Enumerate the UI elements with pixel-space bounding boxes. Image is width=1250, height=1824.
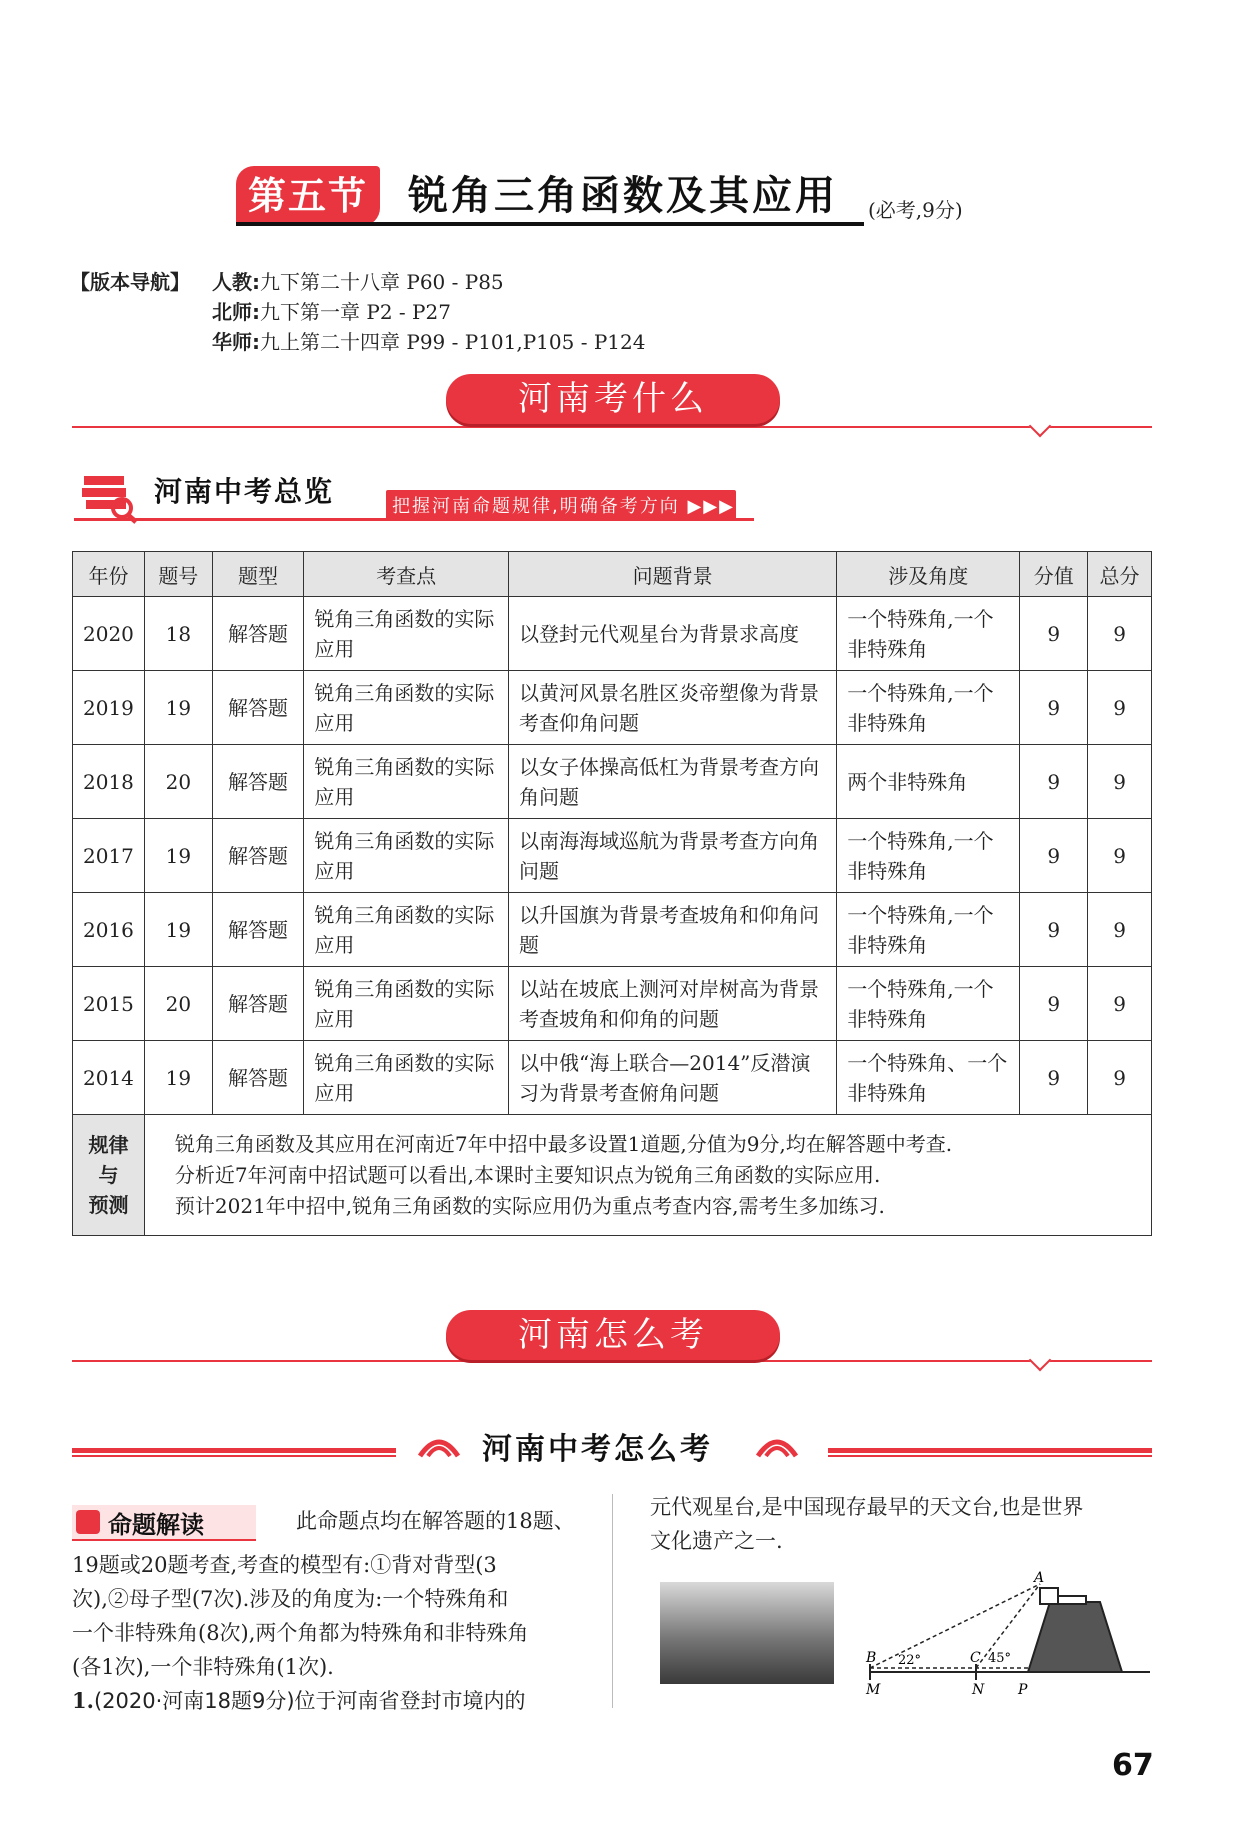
table-row — [73, 671, 1152, 745]
section-badge: 第五节 — [236, 166, 380, 226]
table-row — [73, 745, 1152, 819]
cell-point: 锐角三角函数的实际应用 — [304, 893, 509, 967]
banner-divider — [72, 426, 1152, 428]
cell-score: 9 — [1020, 967, 1088, 1041]
cell-background: 以登封元代观星台为背景求高度 — [509, 597, 837, 671]
cell-type: 解答题 — [212, 1041, 304, 1115]
cell-type: 解答题 — [212, 597, 304, 671]
cell-point: 锐角三角函数的实际应用 — [304, 671, 509, 745]
label-C: C — [970, 1650, 981, 1666]
label-N: N — [972, 1682, 985, 1698]
summary-text — [144, 1115, 1151, 1236]
cell-num: 20 — [144, 967, 212, 1041]
header-score: 分值 — [1020, 552, 1088, 597]
cell-type: 解答题 — [212, 819, 304, 893]
angle-45: 45° — [988, 1651, 1012, 1666]
cell-angle: 一个特殊角,一个非特殊角 — [837, 671, 1020, 745]
cell-score: 9 — [1020, 893, 1088, 967]
interpretation-line: 19题或20题考查,考查的模型有:①背对背型(3 — [72, 1553, 497, 1577]
cell-angle: 两个非特殊角 — [837, 745, 1020, 819]
question-number: 1. — [72, 1688, 94, 1713]
cell-num: 19 — [144, 1041, 212, 1115]
summary-row — [73, 1115, 1152, 1236]
cell-num: 18 — [144, 597, 212, 671]
cell-background: 以南海海域巡航为背景考查方向角问题 — [509, 819, 837, 893]
cell-type: 解答题 — [212, 745, 304, 819]
table-row — [73, 819, 1152, 893]
cell-background: 以中俄“海上联合—2014”反潜演习为背景考查俯角问题 — [509, 1041, 837, 1115]
table-row — [73, 967, 1152, 1041]
table-row — [73, 893, 1152, 967]
cell-score: 9 — [1020, 1041, 1088, 1115]
exam-overview-table — [72, 551, 1152, 1236]
table-row — [73, 1041, 1152, 1115]
cell-total: 9 — [1088, 671, 1152, 745]
banner-tick — [1029, 1349, 1052, 1372]
column-divider — [612, 1494, 613, 1708]
overview-underline — [74, 518, 754, 521]
geometry-diagram — [864, 1568, 1154, 1700]
cell-angle: 一个特殊角,一个非特殊角 — [837, 967, 1020, 1041]
cell-total: 9 — [1088, 967, 1152, 1041]
arc-ornament-icon — [416, 1426, 462, 1460]
cell-year: 2014 — [73, 1041, 145, 1115]
cell-background: 以黄河风景名胜区炎帝塑像为背景考查仰角问题 — [509, 671, 837, 745]
arc-ornament-icon — [754, 1426, 800, 1460]
overview-subtitle: 把握河南命题规律,明确备考方向 ▶▶▶ — [392, 496, 735, 517]
interpretation-line: 次),②母子型(7次).涉及的角度为:一个特殊角和 — [72, 1587, 509, 1611]
header-num: 题号 — [144, 552, 212, 597]
label-B: B — [866, 1650, 877, 1666]
cell-background: 以女子体操高低杠为背景考查方向角问题 — [509, 745, 837, 819]
guide-line-huashi: 华师:九上第二十四章 P99 - P101,P105 - P124 — [212, 330, 646, 354]
books-icon — [80, 468, 140, 524]
label-P: P — [1018, 1682, 1028, 1698]
header-background: 问题背景 — [509, 552, 837, 597]
cell-total: 9 — [1088, 745, 1152, 819]
summary-line: 分析近7年河南中招试题可以看出,本课时主要知识点为锐角三角函数的实际应用. — [174, 1162, 881, 1187]
summary-line: 预计2021年中招中,锐角三角函数的实际应用仍为重点考查内容,需考生多加练习. — [174, 1193, 885, 1218]
cell-total: 9 — [1088, 1041, 1152, 1115]
header-angle: 涉及角度 — [837, 552, 1020, 597]
cell-angle: 一个特殊角、一个非特殊角 — [837, 1041, 1020, 1115]
cell-angle: 一个特殊角,一个非特殊角 — [837, 893, 1020, 967]
section-title: 锐角三角函数及其应用 — [408, 173, 838, 219]
interpretation-label: 命题解读 — [108, 1511, 204, 1539]
cell-num: 20 — [144, 745, 212, 819]
cell-year: 2020 — [73, 597, 145, 671]
observatory-photo — [660, 1582, 834, 1684]
summary-label-line: 与 — [98, 1163, 119, 1187]
banner-what-to-test: 河南考什么 — [446, 374, 780, 424]
cell-num: 19 — [144, 819, 212, 893]
cell-point: 锐角三角函数的实际应用 — [304, 1041, 509, 1115]
guide-line-renjiao: 人教:九下第二十八章 P60 - P85 — [212, 270, 504, 294]
label-M: M — [866, 1682, 881, 1698]
table-header-row — [73, 552, 1152, 597]
interpretation-line: (各1次),一个非特殊角(1次). — [72, 1655, 334, 1679]
page-number: 67 — [1112, 1748, 1154, 1783]
header-total: 总分 — [1088, 552, 1152, 597]
title-underline — [236, 222, 864, 226]
header-point: 考查点 — [304, 552, 509, 597]
cell-point: 锐角三角函数的实际应用 — [304, 967, 509, 1041]
question-source: (2020·河南18题9分) — [93, 1689, 295, 1713]
cell-score: 9 — [1020, 745, 1088, 819]
header-type: 题型 — [212, 552, 304, 597]
cell-angle: 一个特殊角,一个非特殊角 — [837, 819, 1020, 893]
overview-title: 河南中考总览 — [154, 475, 335, 508]
banner-how-to-test: 河南怎么考 — [446, 1310, 780, 1360]
cell-year: 2018 — [73, 745, 145, 819]
cell-num: 19 — [144, 671, 212, 745]
cell-angle: 一个特殊角,一个非特殊角 — [837, 597, 1020, 671]
cell-point: 锐角三角函数的实际应用 — [304, 745, 509, 819]
summary-label-line: 规律 — [88, 1133, 129, 1157]
pencil-icon — [76, 1510, 100, 1534]
angle-22: 22° — [898, 1653, 922, 1668]
banner-tick — [1029, 415, 1052, 438]
cell-num: 19 — [144, 893, 212, 967]
banner-divider — [72, 1360, 1152, 1362]
question-text: 位于河南省登封市境内的 — [294, 1689, 526, 1713]
cell-year: 2015 — [73, 967, 145, 1041]
label-A: A — [1034, 1570, 1045, 1586]
guide-line-beishi: 北师:九下第一章 P2 - P27 — [212, 300, 451, 324]
question-continued-line: 文化遗产之一. — [650, 1529, 783, 1553]
how-title: 河南中考怎么考 — [482, 1432, 713, 1467]
cell-point: 锐角三角函数的实际应用 — [304, 597, 509, 671]
summary-label — [73, 1115, 145, 1236]
cell-background: 以升国旗为背景考查坡角和仰角问题 — [509, 893, 837, 967]
interpretation-line: 一个非特殊角(8次),两个角都为特殊角和非特殊角 — [72, 1621, 529, 1645]
cell-total: 9 — [1088, 819, 1152, 893]
summary-line: 锐角三角函数及其应用在河南近7年中招中最多设置1道题,分值为9分,均在解答题中考查. — [174, 1131, 953, 1156]
cell-year: 2016 — [73, 893, 145, 967]
cell-year: 2017 — [73, 819, 145, 893]
question-continued — [650, 1490, 1150, 1558]
cell-background: 以站在坡底上测河对岸树高为背景考查坡角和仰角的问题 — [509, 967, 837, 1041]
table-row — [73, 597, 1152, 671]
interpretation-first-line: 此命题点均在解答题的18题、 — [296, 1509, 575, 1533]
interpretation-body — [72, 1548, 602, 1718]
cell-score: 9 — [1020, 597, 1088, 671]
cell-point: 锐角三角函数的实际应用 — [304, 819, 509, 893]
cell-year: 2019 — [73, 671, 145, 745]
cell-score: 9 — [1020, 671, 1088, 745]
cell-score: 9 — [1020, 819, 1088, 893]
version-guide-label: 【版本导航】 — [70, 270, 190, 294]
section-note: (必考,9分) — [868, 198, 963, 222]
summary-label-line: 预测 — [88, 1193, 129, 1217]
question-continued-line: 元代观星台,是中国现存最早的天文台,也是世界 — [650, 1495, 1084, 1519]
cell-total: 9 — [1088, 893, 1152, 967]
cell-type: 解答题 — [212, 671, 304, 745]
cell-type: 解答题 — [212, 893, 304, 967]
cell-total: 9 — [1088, 597, 1152, 671]
question-line — [72, 1684, 602, 1718]
cell-type: 解答题 — [212, 967, 304, 1041]
header-year: 年份 — [73, 552, 145, 597]
